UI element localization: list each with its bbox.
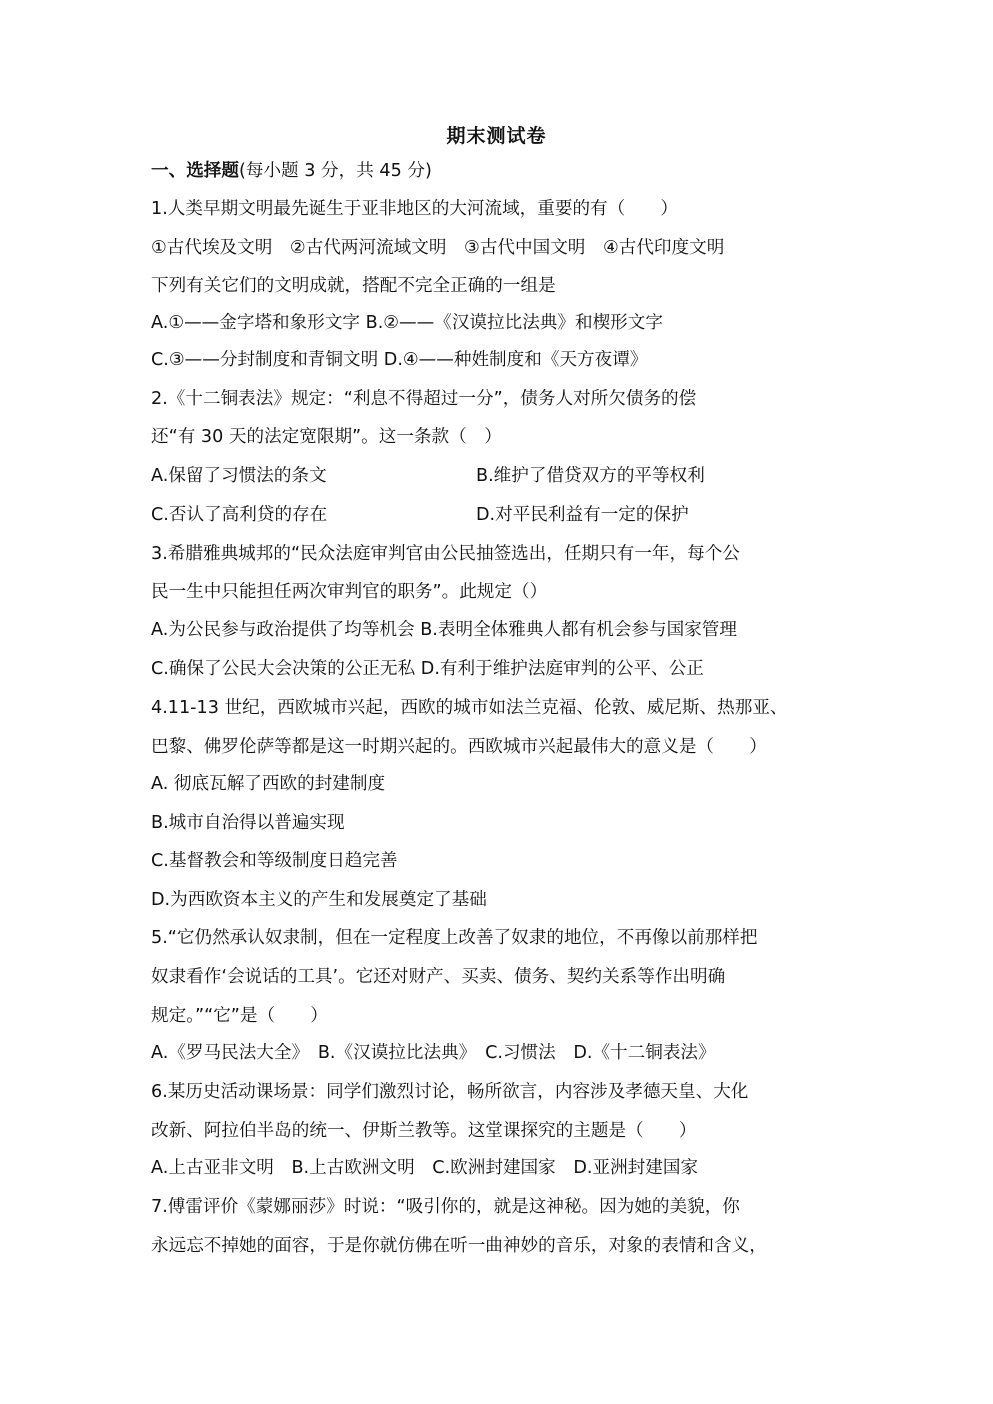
q6-stem-line2: 改新、阿拉伯半岛的统一、伊斯兰教等。这堂课探究的主题是（ ） [151,1121,697,1141]
q5-stem-line2: 奴隶看作‘会说话的工具’。它还对财产、买卖、债务、契约关系等作出明确 [151,967,726,987]
q5-stem-line3: 规定。”“它”是（ ） [151,1006,328,1026]
q7-stem-line2: 永远忘不掉她的面容，于是你就仿佛在听一曲神妙的音乐，对象的表情和含义， [151,1236,767,1256]
q4-option-c: C.基督教会和等级制度日趋完善 [151,851,398,871]
q7-stem-line1: 7.傅雷评价《蒙娜丽莎》时说：“吸引你的，就是这神秘。因为她的美貌，你 [151,1197,740,1217]
q4-option-d: D.为西欧资本主义的产生和发展奠定了基础 [151,890,487,910]
section-note: (每小题 3 分，共 45 分) [238,161,432,181]
section-title: 一、选择题 [151,161,239,181]
q3-options-ab: A.为公民参与政治提供了均等机会 B.表明全体雅典人都有机会参与国家管理 [151,620,737,640]
q2-option-b: B.维护了借贷双方的平等权利 [476,466,705,486]
q4-stem-line1: 4.11-13 世纪，西欧城市兴起，西欧的城市如法兰克福、伦敦、威尼斯、热那亚、 [151,698,788,718]
q1-stem2: 下列有关它们的文明成就，搭配不完全正确的一组是 [151,276,556,296]
q2-option-a: A.保留了习惯法的条文 [151,466,327,486]
section-heading [151,157,432,185]
q4-option-b: B.城市自治得以普遍实现 [151,813,345,833]
q2-option-c: C.否认了高利贷的存在 [151,505,328,525]
q6-stem-line1: 6.某历史活动课场景：同学们激烈讨论，畅所欲言，内容涉及孝德天皇、大化 [151,1082,749,1102]
q3-stem-line1: 3.希腊雅典城邦的“民众法庭审判官由公民抽签选出，任期只有一年，每个公 [151,544,740,564]
q1-stem: 1.人类早期文明最先诞生于亚非地区的大河流域，重要的有（ ） [151,199,679,219]
q2-stem-line2: 还“有 30 天的法定宽限期”。这一条款（ ） [151,427,502,447]
q2-stem-line1: 2.《十二铜表法》规定：“利息不得超过一分”，债务人对所欠债务的偿 [151,389,697,409]
page-title: 期末测试卷 [446,125,547,147]
q3-stem-line2: 民一生中只能担任两次审判官的职务”。此规定（） [151,582,548,602]
q5-stem-line1: 5.“它仍然承认奴隶制，但在一定程度上改善了奴隶的地位，不再像以前那样把 [151,928,758,948]
q2-option-d: D.对平民利益有一定的保护 [476,505,689,525]
q1-items: ①古代埃及文明 ②古代两河流域文明 ③古代中国文明 ④古代印度文明 [151,238,725,258]
q1-options-cd: C.③——分封制度和青铜文明 D.④——种姓制度和《天方夜谭》 [151,350,648,370]
q3-options-cd: C.确保了公民大会决策的公正无私 D.有利于维护法庭审判的公平、公正 [151,659,704,679]
q5-options: A.《罗马民法大全》 B.《汉谟拉比法典》 C.习惯法 D.《十二铜表法》 [151,1043,716,1063]
q4-stem-line2: 巴黎、佛罗伦萨等都是这一时期兴起的。西欧城市兴起最伟大的意义是（ ） [151,737,767,757]
q6-options: A.上古亚非文明 B.上古欧洲文明 C.欧洲封建国家 D.亚洲封建国家 [151,1158,699,1178]
q4-option-a: A. 彻底瓦解了西欧的封建制度 [151,774,386,794]
q1-options-ab: A.①——金字塔和象形文字 B.②——《汉谟拉比法典》和楔形文字 [151,313,663,333]
